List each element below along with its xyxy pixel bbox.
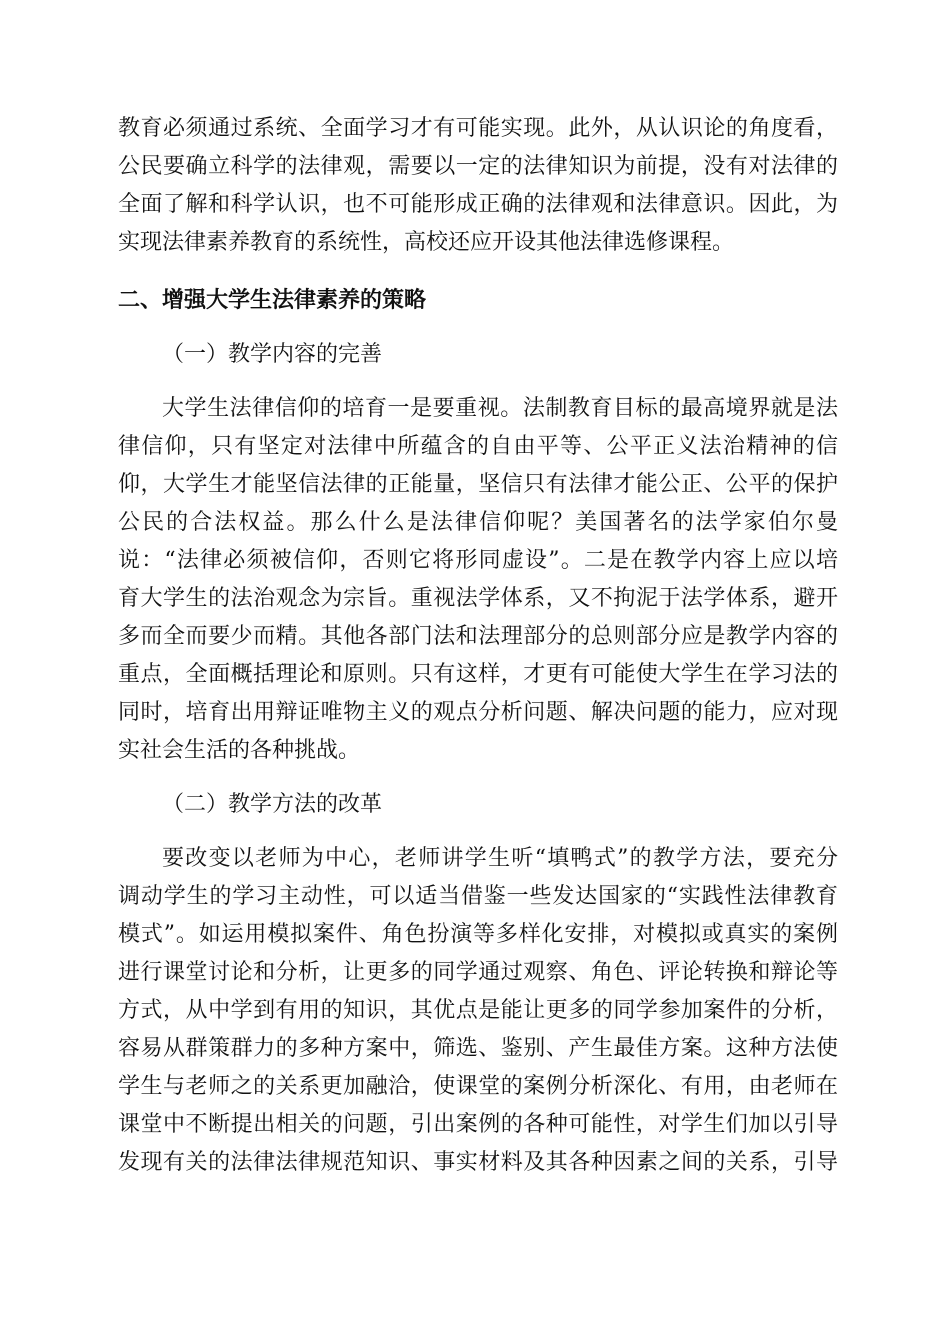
text-line: 进行课堂讨论和分析，让更多的同学通过观察、角色、评论转换和辩论等 xyxy=(118,960,838,985)
subsection-heading-content: （一）教学内容的完善 xyxy=(162,342,383,367)
text-line: 重点，全面概括理论和原则。只有这样，才更有可能使大学生在学习法的 xyxy=(118,662,838,687)
section-heading: 二、增强大学生法律素养的策略 xyxy=(118,288,427,313)
subsection-heading-method: （二）教学方法的改革 xyxy=(162,792,383,817)
text-line: 方式，从中学到有用的知识，其优点是能让更多的同学参加案件的分析， xyxy=(118,998,838,1023)
text-line: 容易从群策群力的多种方案中，筛选、鉴别、产生最佳方案。这种方法使 xyxy=(118,1036,838,1061)
text-line: 仰，大学生才能坚信法律的正能量，坚信只有法律才能公正、公平的保护 xyxy=(118,472,838,497)
text-line: 公民要确立科学的法律观，需要以一定的法律知识为前提，没有对法律的 xyxy=(118,154,838,179)
text-line: 同时，培育出用辩证唯物主义的观点分析问题、解决问题的能力，应对现 xyxy=(118,700,838,725)
text-line: 律信仰，只有坚定对法律中所蕴含的自由平等、公平正义法治精神的信 xyxy=(118,434,838,459)
text-line: 要改变以老师为中心，老师讲学生听“填鸭式”的教学方法，要充分 xyxy=(162,846,838,871)
text-line: 发现有关的法律法律规范知识、事实材料及其各种因素之间的关系，引导 xyxy=(118,1150,838,1175)
text-line: 课堂中不断提出相关的问题，引出案例的各种可能性，对学生们加以引导 xyxy=(118,1112,838,1137)
content-paragraph xyxy=(118,390,838,770)
text-line: 育大学生的法治观念为宗旨。重视法学体系，又不拘泥于法学体系，避开 xyxy=(118,586,838,611)
text-line: 调动学生的学习主动性，可以适当借鉴一些发达国家的“实践性法律教育 xyxy=(118,884,838,909)
text-line: 教育必须通过系统、全面学习才有可能实现。此外，从认识论的角度看， xyxy=(118,116,838,141)
intro-paragraph xyxy=(118,110,838,262)
text-line: 全面了解和科学认识，也不可能形成正确的法律观和法律意识。因此，为 xyxy=(118,192,838,217)
text-line: 大学生法律信仰的培育一是要重视。法制教育目标的最高境界就是法 xyxy=(162,396,838,421)
text-line: 模式”。如运用模拟案件、角色扮演等多样化安排，对模拟或真实的案例 xyxy=(118,922,838,947)
document-page xyxy=(118,110,838,1182)
text-line: 学生与老师之的关系更加融洽，使课堂的案例分析深化、有用，由老师在 xyxy=(118,1074,838,1099)
text-line: 实社会生活的各种挑战。 xyxy=(118,738,361,763)
text-line: 实现法律素养教育的系统性，高校还应开设其他法律选修课程。 xyxy=(118,230,735,255)
text-line: 多而全而要少而精。其他各部门法和法理部分的总则部分应是教学内容的 xyxy=(118,624,838,649)
method-paragraph xyxy=(118,840,838,1182)
text-line: 公民的合法权益。那么什么是法律信仰呢？美国著名的法学家伯尔曼 xyxy=(118,510,838,535)
text-line: 说：“法律必须被信仰，否则它将形同虚设”。二是在教学内容上应以培 xyxy=(118,548,838,573)
